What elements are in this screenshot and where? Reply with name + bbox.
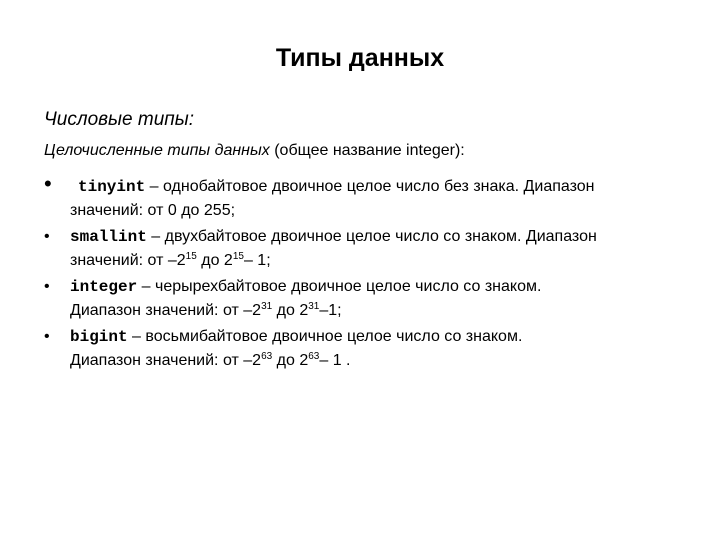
range-text: –1;: [319, 302, 342, 319]
type-description: – двухбайтовое двоичное целое число со знаком. Диапазон: [146, 228, 597, 245]
list-item-smallint: [44, 225, 694, 273]
range-text: Диапазон значений: от –2: [70, 302, 262, 319]
list-item-bigint: [44, 325, 694, 373]
type-keyword: integer: [70, 278, 138, 296]
type-description: – черырехбайтовое двоичное целое число со знаком.: [137, 278, 542, 295]
bullet-icon: •: [44, 171, 52, 196]
exponent: 63: [261, 351, 273, 362]
slide-title: Типы данных: [275, 44, 445, 72]
numeric-types-list: [44, 171, 694, 375]
type-description: – однобайтовое двоичное целое число без знака. Диапазон: [145, 178, 595, 195]
range-text: значений: от –2: [70, 252, 186, 269]
range-text: до 2: [196, 252, 233, 269]
range-text: – 1;: [243, 252, 271, 269]
range-text: – 1 .: [319, 352, 351, 369]
section-heading: Числовые типы:: [44, 109, 194, 130]
type-range: значений: от 0 до 255;: [70, 202, 236, 219]
exponent: 31: [308, 301, 320, 312]
exponent: 15: [232, 251, 244, 262]
bullet-icon: •: [44, 278, 50, 295]
range-text: до 2: [272, 352, 309, 369]
exponent: 31: [261, 301, 273, 312]
exponent: 15: [185, 251, 197, 262]
range-text: Диапазон значений: от –2: [70, 352, 262, 369]
list-item-integer: [44, 275, 694, 323]
bullet-icon: •: [44, 328, 50, 345]
intro-line: [44, 140, 465, 162]
type-range: [70, 349, 694, 373]
type-keyword: bigint: [70, 328, 128, 346]
exponent: 63: [308, 351, 320, 362]
type-range: [70, 249, 694, 273]
type-range: [70, 299, 694, 323]
type-description: – восьмибайтовое двоичное целое число со знаком.: [127, 328, 523, 345]
list-item-tinyint: [44, 171, 694, 223]
bullet-icon: •: [44, 228, 50, 245]
intro-italic: Целочисленные типы данных: [44, 142, 270, 159]
intro-rest: (общее название integer):: [269, 142, 465, 159]
range-text: до 2: [272, 302, 309, 319]
type-keyword: smallint: [70, 228, 147, 246]
type-keyword: tinyint: [78, 178, 146, 196]
